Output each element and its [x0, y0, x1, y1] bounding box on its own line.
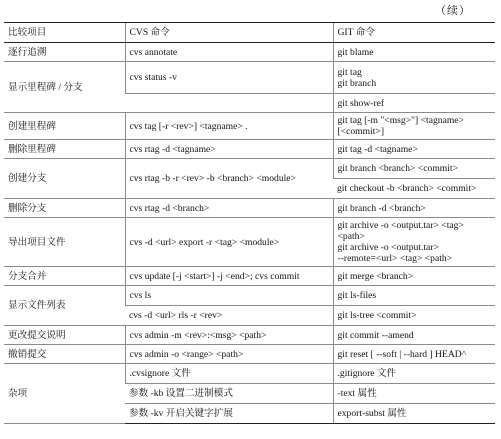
- cvs-cell: cvs rtag -d <tagname>: [125, 140, 333, 159]
- item-cell: 显示里程碑 / 分支: [4, 62, 125, 113]
- item-cell: 创建分支: [4, 159, 125, 199]
- cvs-cell: cvs admin -o <range> <path>: [125, 345, 333, 364]
- table-row: [4, 218, 495, 267]
- git-cell: .gitignore 文件: [333, 364, 495, 384]
- git-cell: git show-ref: [333, 94, 495, 113]
- cvs-cell: cvs update [-j <start>] -j <end>; cvs commit: [125, 267, 333, 286]
- git-line: --remote=<url> <tag> <path>: [337, 253, 453, 264]
- cvs-cell: cvs ls: [125, 286, 333, 306]
- table-row: [4, 267, 495, 286]
- git-cell: [333, 113, 495, 140]
- cvs-cell: cvs annotate: [125, 43, 333, 62]
- cvs-cell: [125, 94, 333, 113]
- header-cvs: CVS 命令: [125, 23, 333, 43]
- git-cell: git reset [ --soft | --hard ] HEAD^: [333, 345, 495, 364]
- git-cell: git branch <branch> <commit>: [333, 159, 495, 179]
- git-cell: git merge <branch>: [333, 267, 495, 286]
- cvs-cell: cvs admin -m <rev>:<msg> <path>: [125, 326, 333, 345]
- git-cell: git branch -d <branch>: [333, 199, 495, 218]
- git-line: git branch: [337, 77, 377, 89]
- table-row: [4, 113, 495, 140]
- git-cell: git blame: [333, 43, 495, 62]
- git-cell: git tag -d <tagname>: [333, 140, 495, 159]
- git-cell: git commit --amend: [333, 326, 495, 345]
- git-cell: [333, 218, 495, 267]
- table-row: [4, 364, 495, 384]
- header-item: 比较项目: [4, 23, 125, 43]
- item-cell: 导出项目文件: [4, 218, 125, 267]
- cvs-cell: .cvsignore 文件: [125, 364, 333, 384]
- git-line: [<commit>]: [337, 126, 385, 137]
- git-cell: git checkout -b <branch> <commit>: [333, 179, 495, 199]
- git-line: git tag: [337, 66, 362, 78]
- git-line: git tag [-m "<msg>"] <tagname>: [337, 115, 464, 126]
- table-row: [4, 62, 495, 94]
- git-line: <path>: [337, 231, 365, 242]
- git-line: git archive -o <output.tar>: [337, 242, 439, 253]
- header-git: GIT 命令: [333, 23, 495, 43]
- git-cell: -text 属性: [333, 384, 495, 404]
- item-cell: 删除分支: [4, 199, 125, 218]
- git-cell: [333, 62, 495, 94]
- item-cell: 创建里程碑: [4, 113, 125, 140]
- item-cell: 分支合并: [4, 267, 125, 286]
- git-cell: export-subst 属性: [333, 404, 495, 424]
- table-row: [4, 326, 495, 345]
- table-header-row: [4, 23, 495, 43]
- cvs-git-comparison-table: [4, 22, 495, 424]
- cvs-cell: cvs status -v: [125, 62, 333, 94]
- git-cell: git ls-tree <commit>: [333, 306, 495, 326]
- cvs-cell: 参数 -kb 设置二进制模式: [125, 384, 333, 404]
- cvs-cell: cvs tag [-r <rev>] <tagname> .: [125, 113, 333, 140]
- table-row: [4, 345, 495, 364]
- cvs-cell: cvs rtag -d <branch>: [125, 199, 333, 218]
- item-cell: 杂项: [4, 364, 125, 424]
- cvs-cell: cvs rtag -b -r <rev> -b <branch> <module>: [125, 159, 333, 199]
- cvs-cell: cvs -d <url> rls -r <rev>: [125, 306, 333, 326]
- table-row: [4, 140, 495, 159]
- git-cell: git ls-files: [333, 286, 495, 306]
- git-line: git archive -o <output.tar> <tag>: [337, 220, 464, 231]
- table-row: [4, 286, 495, 306]
- cvs-cell: cvs -d <url> export -r <tag> <module>: [125, 218, 333, 267]
- item-cell: 撤销提交: [4, 345, 125, 364]
- item-cell: 逐行追溯: [4, 43, 125, 62]
- item-cell: 删除里程碑: [4, 140, 125, 159]
- continued-label: （续）: [435, 5, 471, 17]
- table-row: [4, 199, 495, 218]
- table-row: [4, 43, 495, 62]
- item-cell: 显示文件列表: [4, 286, 125, 326]
- table-row: [4, 159, 495, 179]
- cvs-cell: 参数 -kv 开启关键字扩展: [125, 404, 333, 424]
- item-cell: 更改提交说明: [4, 326, 125, 345]
